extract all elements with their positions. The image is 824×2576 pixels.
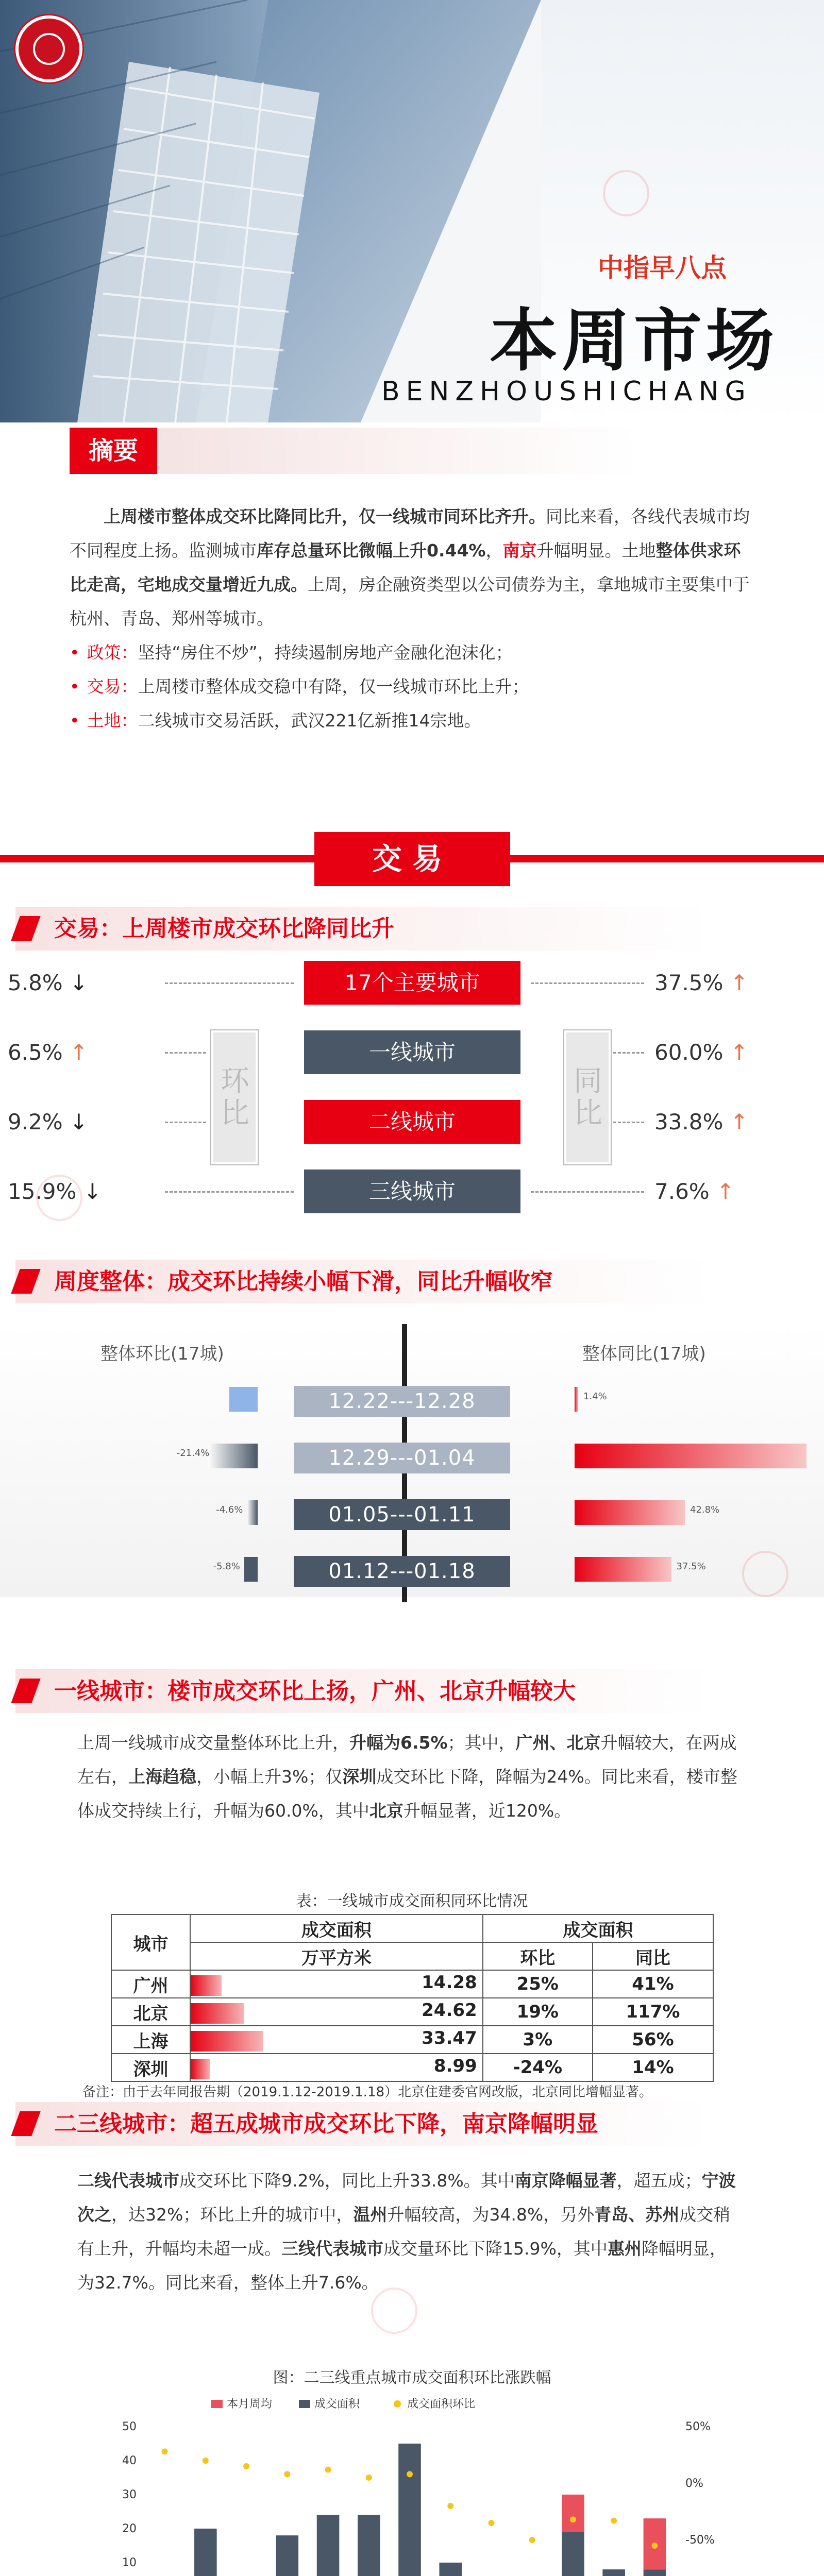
city-cell: 广州 (111, 1970, 190, 1998)
legend-swatch (394, 2400, 401, 2408)
table-header: 成交面积 (483, 1914, 713, 1942)
table-row (111, 1998, 713, 2026)
week-heading (15, 1260, 788, 1303)
brand-logo (15, 15, 82, 82)
tier1-note: 备注：由于去年同报告期（2019.1.12-2019.1.18）北京住建委官网改版，北京同比增幅显著。 (82, 2084, 653, 2100)
summary-bullet-trade: • 交易：上周楼市整体成交稳中有降，仅一线城市环比上升； (70, 676, 529, 697)
hb-cell: 25% (483, 1970, 593, 1998)
trade-label: 三线城市 (304, 1170, 520, 1213)
trade-label: 二线城市 (304, 1100, 520, 1144)
building-image (0, 0, 541, 422)
tier2-paragraph: 二线代表城市成交环比下降9.2%，同比上升33.8%。其中南京降幅显著，超五成；宁波次之，达32%；环比上升的城市中，温州升幅较高，为34.8%，另外青岛、苏州成交稍有上升，升幅均未超一成。三线代表城市成交量环比下降15.9%，其中惠州降幅明显，为32.7%。同比来看，整体上升7.6%。 (77, 2171, 736, 2293)
area-cell: 8.99 (190, 2054, 483, 2081)
legend-label: 本月周均 (227, 2398, 273, 2411)
table-row (111, 1970, 713, 1998)
pct-point (325, 2467, 331, 2473)
heading-marker (11, 916, 40, 941)
hero-banner (0, 0, 824, 422)
hb-bar (244, 1557, 258, 1582)
city-cell: 上海 (111, 2026, 190, 2054)
week-date: 01.05---01.11 (294, 1499, 510, 1530)
tier2-heading-text: 二三线城市：超五成城市成交环比下降，南京降幅明显 (54, 2111, 598, 2137)
area-bar (398, 2444, 421, 2576)
area-bar (644, 2569, 666, 2576)
pct-point (162, 2448, 168, 2454)
week-right-label: 整体同比(17城) (582, 1344, 706, 1364)
legend-label: 成交面积环比 (407, 2398, 476, 2411)
hb-value: -21.4% (176, 1448, 210, 1459)
watermark-icon (603, 170, 649, 216)
tb-bar (575, 1557, 671, 1582)
tb-value: 1.4% (583, 1391, 607, 1402)
y-tick-label: 10 (122, 2556, 137, 2569)
table-header: 城市 (111, 1914, 190, 1970)
y2-tick-label: -50% (685, 2534, 715, 2547)
area-bar (602, 2569, 625, 2576)
trade-label: 一线城市 (304, 1030, 520, 1074)
tb-tag: 同比 (564, 1030, 611, 1164)
legend-label: 成交面积 (314, 2398, 360, 2411)
tb-cell: 41% (593, 1970, 713, 1998)
arrow-down-icon: ↓ (70, 970, 88, 995)
arrow-down-icon: ↓ (70, 1109, 88, 1134)
week-chart (0, 1324, 824, 1613)
area-bar (358, 2515, 380, 2576)
heading-marker (11, 2111, 40, 2136)
week-row (0, 1551, 824, 1587)
area-bar (562, 2532, 584, 2576)
hb-value: -4.6% (216, 1504, 243, 1515)
pct-point (651, 2543, 658, 2549)
arrow-up-icon: ↑ (730, 970, 748, 995)
trade-row: 9.2% ↓ 二线城市 33.8% ↑ (0, 1097, 824, 1146)
area-bar (191, 2031, 263, 2052)
table-subheader: 环比 (483, 1942, 593, 1970)
watermark-icon (371, 2287, 417, 2334)
y2-tick-label: 50% (685, 2420, 711, 2433)
trade-row: 5.8% ↓ 17个主要城市 37.5% ↑ (0, 958, 824, 1007)
area-bar (191, 1975, 222, 1996)
arrow-down-icon: ↓ (83, 1179, 102, 1204)
hb-bar (208, 1444, 258, 1468)
week-row (0, 1437, 824, 1473)
tb-cell: 14% (593, 2054, 713, 2081)
page-title: 本周市场 (490, 301, 778, 381)
watermark-icon (36, 1175, 82, 1221)
summary-title: 摘要 (70, 428, 157, 474)
tier2-chart-caption: 图：二三线重点城市成交面积环比涨跌幅 (273, 2369, 551, 2387)
arrow-up-icon: ↑ (716, 1179, 735, 1204)
avg-bar (562, 2495, 584, 2532)
hb-cell: -24% (483, 2054, 593, 2081)
area-cell: 33.47 (190, 2026, 483, 2054)
table-subheader: 万平方米 (190, 1942, 483, 1970)
tb-value: 37.5% (676, 1561, 706, 1572)
heading-marker (11, 1269, 40, 1294)
pct-point (611, 2518, 617, 2524)
table-row (111, 2026, 713, 2054)
arrow-up-icon: ↑ (70, 1040, 88, 1065)
y-tick-label: 50 (122, 2420, 137, 2433)
area-bar (317, 2515, 340, 2576)
summary-paragraph: 上周楼市整体成交环比降同比升，仅一线城市同环比齐升。同比来看，各线代表城市均不同程度上扬。监测城市库存总量环比微幅上升0.44%，南京升幅明显。土地整体供求环比走高，宅地成交量增近九成。上周，房企融资类型以公司债券为主，拿地城市主要集中于杭州、青岛、郑州等城市。 (70, 506, 750, 629)
city-cell: 深圳 (111, 2054, 190, 2081)
pct-point (570, 2516, 576, 2522)
legend-swatch (211, 2400, 223, 2408)
hb-bar (229, 1387, 258, 1412)
week-date: 12.29---01.04 (294, 1443, 510, 1473)
tb-cell: 56% (593, 2026, 713, 2054)
trade-label: 17个主要城市 (304, 961, 520, 1005)
y-tick-label: 40 (122, 2454, 137, 2467)
table-row (111, 2054, 713, 2081)
pct-point (447, 2503, 453, 2509)
summary-body (70, 500, 755, 738)
tier1-heading (15, 1669, 788, 1713)
tb-value: 42.8% (690, 1504, 720, 1515)
summary-bullet-policy: • 政策：坚持“房住不炒”，持续遏制房地产金融化泡沫化； (70, 642, 513, 663)
tb-bar (575, 1444, 806, 1468)
tier1-table (111, 1914, 714, 2082)
week-row (0, 1381, 824, 1417)
pct-point (488, 2520, 494, 2526)
tb-bar (575, 1500, 685, 1525)
tier2-chart (103, 2396, 721, 2576)
summary-header (70, 428, 636, 474)
summary-bullet-land: • 土地：二线城市交易活跃，武汉221亿新推14宗地。 (70, 710, 481, 731)
area-bar (191, 2059, 210, 2079)
hb-tag: 环比 (211, 1030, 258, 1164)
area-bar (276, 2535, 299, 2576)
arrow-up-icon: ↑ (730, 1040, 748, 1065)
tier1-heading-text: 一线城市：楼市成交环比上扬，广州、北京升幅较大 (54, 1678, 576, 1704)
pct-point (243, 2463, 249, 2469)
hb-cell: 3% (483, 2026, 593, 2054)
trade-row: 15.9% ↓ 三线城市 7.6% ↑ (0, 1167, 824, 1216)
page-subtitle: BENZHOUSHICHANG (381, 376, 752, 407)
tier1-table-caption: 表：一线城市成交面积同环比情况 (296, 1892, 528, 1910)
area-bar (191, 2003, 244, 2024)
hb-value: -5.8% (213, 1561, 240, 1572)
trade-heading-text: 交易：上周楼市成交环比降同比升 (54, 916, 394, 942)
tier2-heading (15, 2102, 788, 2146)
area-bar (439, 2563, 462, 2576)
pct-point (284, 2471, 290, 2477)
table-subheader: 同比 (593, 1942, 713, 1970)
city-cell: 北京 (111, 1998, 190, 2026)
legend-swatch (299, 2400, 310, 2408)
pct-point (203, 2458, 209, 2464)
y-tick-label: 20 (122, 2522, 137, 2535)
week-date: 01.12---01.18 (294, 1556, 510, 1587)
arrow-up-icon: ↑ (730, 1109, 748, 1134)
tb-cell: 117% (593, 1998, 713, 2026)
hb-cell: 19% (483, 1998, 593, 2026)
area-bar (194, 2529, 217, 2576)
trade-comparison (0, 958, 824, 1247)
week-date: 12.22---12.28 (294, 1386, 510, 1417)
y2-tick-label: 0% (685, 2477, 703, 2490)
heading-marker (11, 1679, 40, 1703)
watermark-icon (742, 1551, 788, 1597)
hb-bar (247, 1500, 258, 1525)
banner-title: 交易 (314, 832, 510, 886)
trade-banner (0, 832, 824, 889)
pct-point (529, 2537, 535, 2543)
area-cell: 14.28 (190, 1970, 483, 1998)
pct-point (366, 2475, 372, 2481)
y-tick-label: 30 (122, 2488, 137, 2501)
table-header: 成交面积 (190, 1914, 483, 1942)
trade-heading (15, 907, 788, 951)
tb-bar (575, 1387, 578, 1412)
summary-section (0, 428, 824, 819)
week-left-label: 整体环比(17城) (100, 1344, 224, 1364)
trade-row: 6.5% ↑ 一线城市 60.0% ↑ (0, 1028, 824, 1077)
pct-point (407, 2471, 413, 2477)
week-heading-text: 周度整体：成交环比持续小幅下滑，同比升幅收窄 (54, 1268, 553, 1295)
area-cell: 24.62 (190, 1998, 483, 2026)
tier1-paragraph: 上周一线城市成交量整体环比上升，升幅为6.5%；其中，广州、北京升幅较大，在两成左右，上海趋稳，小幅上升3%；仅深圳成交环比下降，降幅为24%。同比来看，楼市整体成交持续上行，升幅为60.0%，其中北京升幅显著，近120%。 (77, 1733, 737, 1821)
brand-name: 中指早八点 (598, 252, 727, 283)
week-row (0, 1494, 824, 1530)
